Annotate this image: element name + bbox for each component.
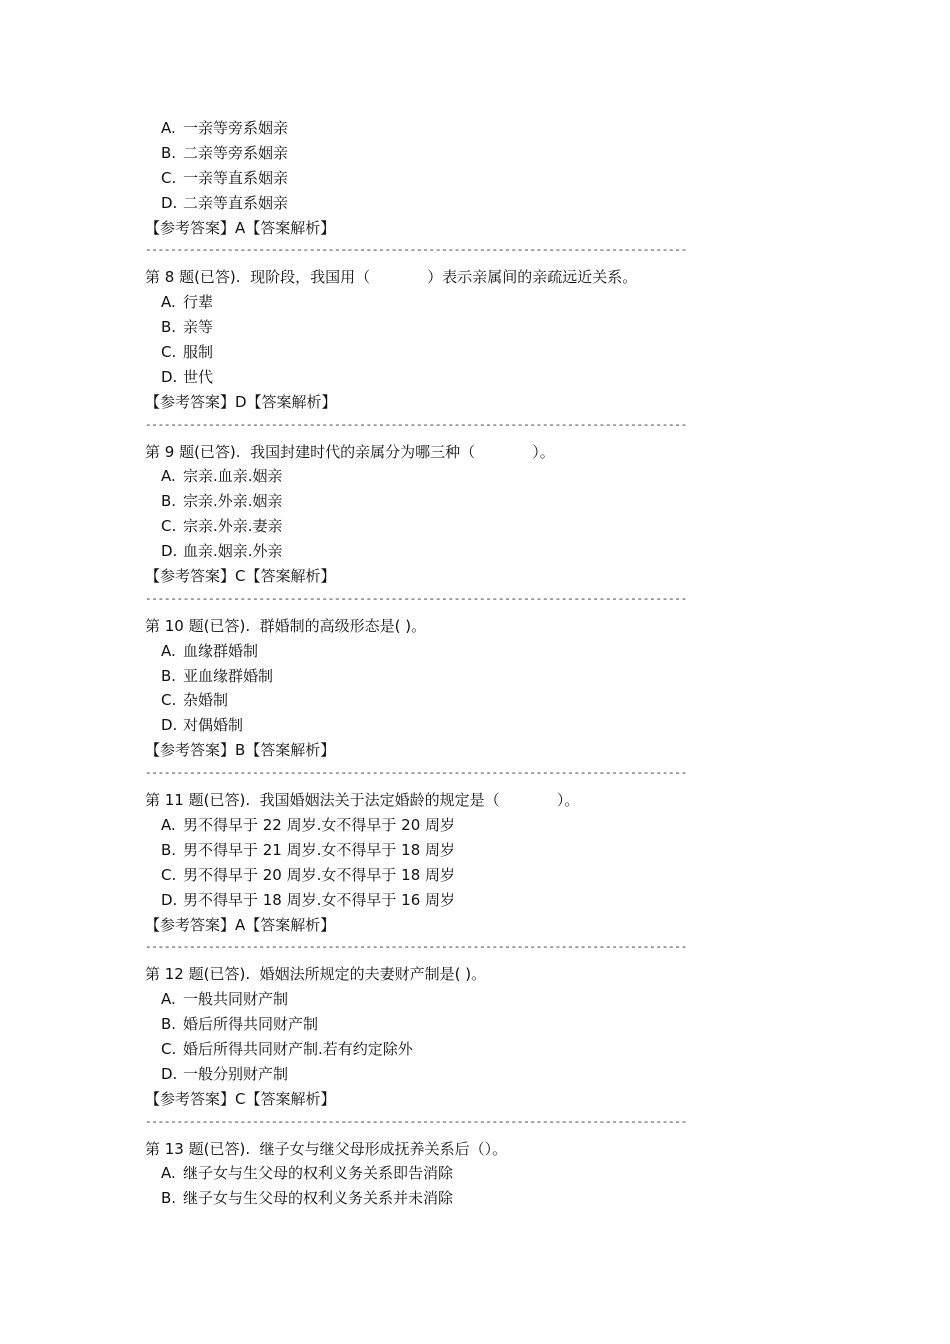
option-letter: C. [161,691,177,710]
option-letter: A. [161,641,176,660]
option-text: 亲等 [183,318,214,337]
option-letter: A. [161,990,176,1009]
option-letter: D. [161,716,178,735]
option-item [145,365,825,390]
option-item [145,1012,825,1037]
separator-line [145,763,825,788]
answer-line: 【参考答案】C【答案解析】 [145,1089,336,1108]
option-item [145,888,825,913]
option-letter: A. [161,119,176,137]
separator-text: -------------------------------------------------------------------------------------- [145,942,687,955]
option-letter: B. [161,840,177,859]
answer-line: 【参考答案】D【答案解析】 [145,392,337,411]
option-letter: B. [161,1015,177,1034]
option-text: 二亲等直系姻亲 [183,193,289,212]
option-text: 继子女与生父母的权利义务关系即告消除 [183,1164,454,1183]
option-text: 婚后所得共同财产制 [183,1015,319,1034]
option-letter: A. [161,815,176,834]
option-letter: C. [161,517,177,536]
option-letter: B. [161,143,177,162]
answer-line: 【参考答案】B【答案解析】 [145,741,336,760]
option-item [145,1186,825,1211]
option-letter: A. [161,1164,176,1183]
option-text: 宗亲.外亲.妻亲 [183,517,283,536]
separator-line [145,415,825,440]
option-letter: D. [161,1064,178,1083]
separator-text: -------------------------------------------------------------------------------------- [145,768,687,781]
option-text: 一亲等直系姻亲 [183,168,289,187]
option-letter: B. [161,1189,177,1208]
option-letter: C. [161,343,177,362]
separator-line [145,240,825,265]
question-title: 第 8 题(已答). 现阶段，我国用（ ）表示亲属间的亲疏远近关系。 [145,268,638,287]
option-letter: A. [161,467,176,486]
option-item [145,713,825,738]
option-text: 一般共同财产制 [183,990,289,1009]
option-item [145,813,825,838]
separator-text: -------------------------------------------------------------------------------------- [145,593,687,606]
option-item [145,166,825,191]
option-item [145,1037,825,1062]
option-item [145,489,825,514]
option-text: 对偶婚制 [183,716,244,735]
option-item [145,514,825,539]
option-letter: D. [161,542,178,561]
option-text: 一般分别财产制 [183,1064,289,1083]
option-letter: D. [161,193,178,212]
question-title: 第 13 题(已答). 继子女与继父母形成抚养关系后（）。 [145,1139,508,1158]
option-text: 宗亲.血亲.姻亲 [183,467,283,486]
option-text: 世代 [183,367,214,386]
option-item [145,315,825,340]
separator-text: -------------------------------------------------------------------------------------- [145,245,687,258]
option-text: 一亲等旁系姻亲 [183,119,289,137]
option-text: 男不得早于 20 周岁.女不得早于 18 周岁 [183,865,456,884]
option-letter: D. [161,367,178,386]
answer-line: 【参考答案】A【答案解析】 [145,915,336,934]
option-item [145,639,825,664]
option-item [145,863,825,888]
document-page [145,116,825,1211]
option-item [145,191,825,216]
option-text: 亚血缘群婚制 [183,666,274,685]
option-item [145,688,825,713]
option-item [145,464,825,489]
question-title: 第 11 题(已答). 我国婚姻法关于法定婚龄的规定是（ ）。 [145,791,580,810]
option-letter: B. [161,666,177,685]
option-item [145,664,825,689]
option-text: 行辈 [183,293,214,312]
option-text: 血亲.姻亲.外亲 [183,542,283,561]
option-text: 血缘群婚制 [183,641,259,660]
question-title: 第 9 题(已答). 我国封建时代的亲属分为哪三种（ ）。 [145,442,555,461]
option-item [145,539,825,564]
option-letter: A. [161,293,176,312]
option-letter: B. [161,318,177,337]
answer-line: 【参考答案】C【答案解析】 [145,567,336,586]
option-item [145,1161,825,1186]
separator-text: -------------------------------------------------------------------------------------- [145,419,687,432]
separator-line [145,1112,825,1137]
option-text: 男不得早于 21 周岁.女不得早于 18 周岁 [183,840,456,859]
answer-line: 【参考答案】A【答案解析】 [145,218,336,237]
option-text: 男不得早于 18 周岁.女不得早于 16 周岁 [183,890,456,909]
option-text: 二亲等旁系姻亲 [183,143,289,162]
option-text: 服制 [183,343,214,362]
option-letter: D. [161,890,178,909]
option-text: 男不得早于 22 周岁.女不得早于 20 周岁 [183,815,456,834]
separator-line [145,937,825,962]
option-letter: B. [161,492,177,511]
option-item [145,340,825,365]
question-title: 第 12 题(已答). 婚姻法所规定的夫妻财产制是( )。 [145,965,487,984]
option-text: 继子女与生父母的权利义务关系并未消除 [183,1189,454,1208]
separator-text: -------------------------------------------------------------------------------------- [145,1116,687,1129]
option-letter: C. [161,865,177,884]
option-text: 宗亲.外亲.姻亲 [183,492,283,511]
question-title: 第 10 题(已答). 群婚制的高级形态是( )。 [145,616,427,635]
option-item [145,838,825,863]
option-letter: C. [161,168,177,187]
option-item [145,116,825,141]
option-item [145,1062,825,1087]
option-text: 杂婚制 [183,691,229,710]
option-item [145,290,825,315]
option-letter: C. [161,1039,177,1058]
option-item [145,987,825,1012]
option-item [145,141,825,166]
option-text: 婚后所得共同财产制.若有约定除外 [183,1039,413,1058]
separator-line [145,589,825,614]
